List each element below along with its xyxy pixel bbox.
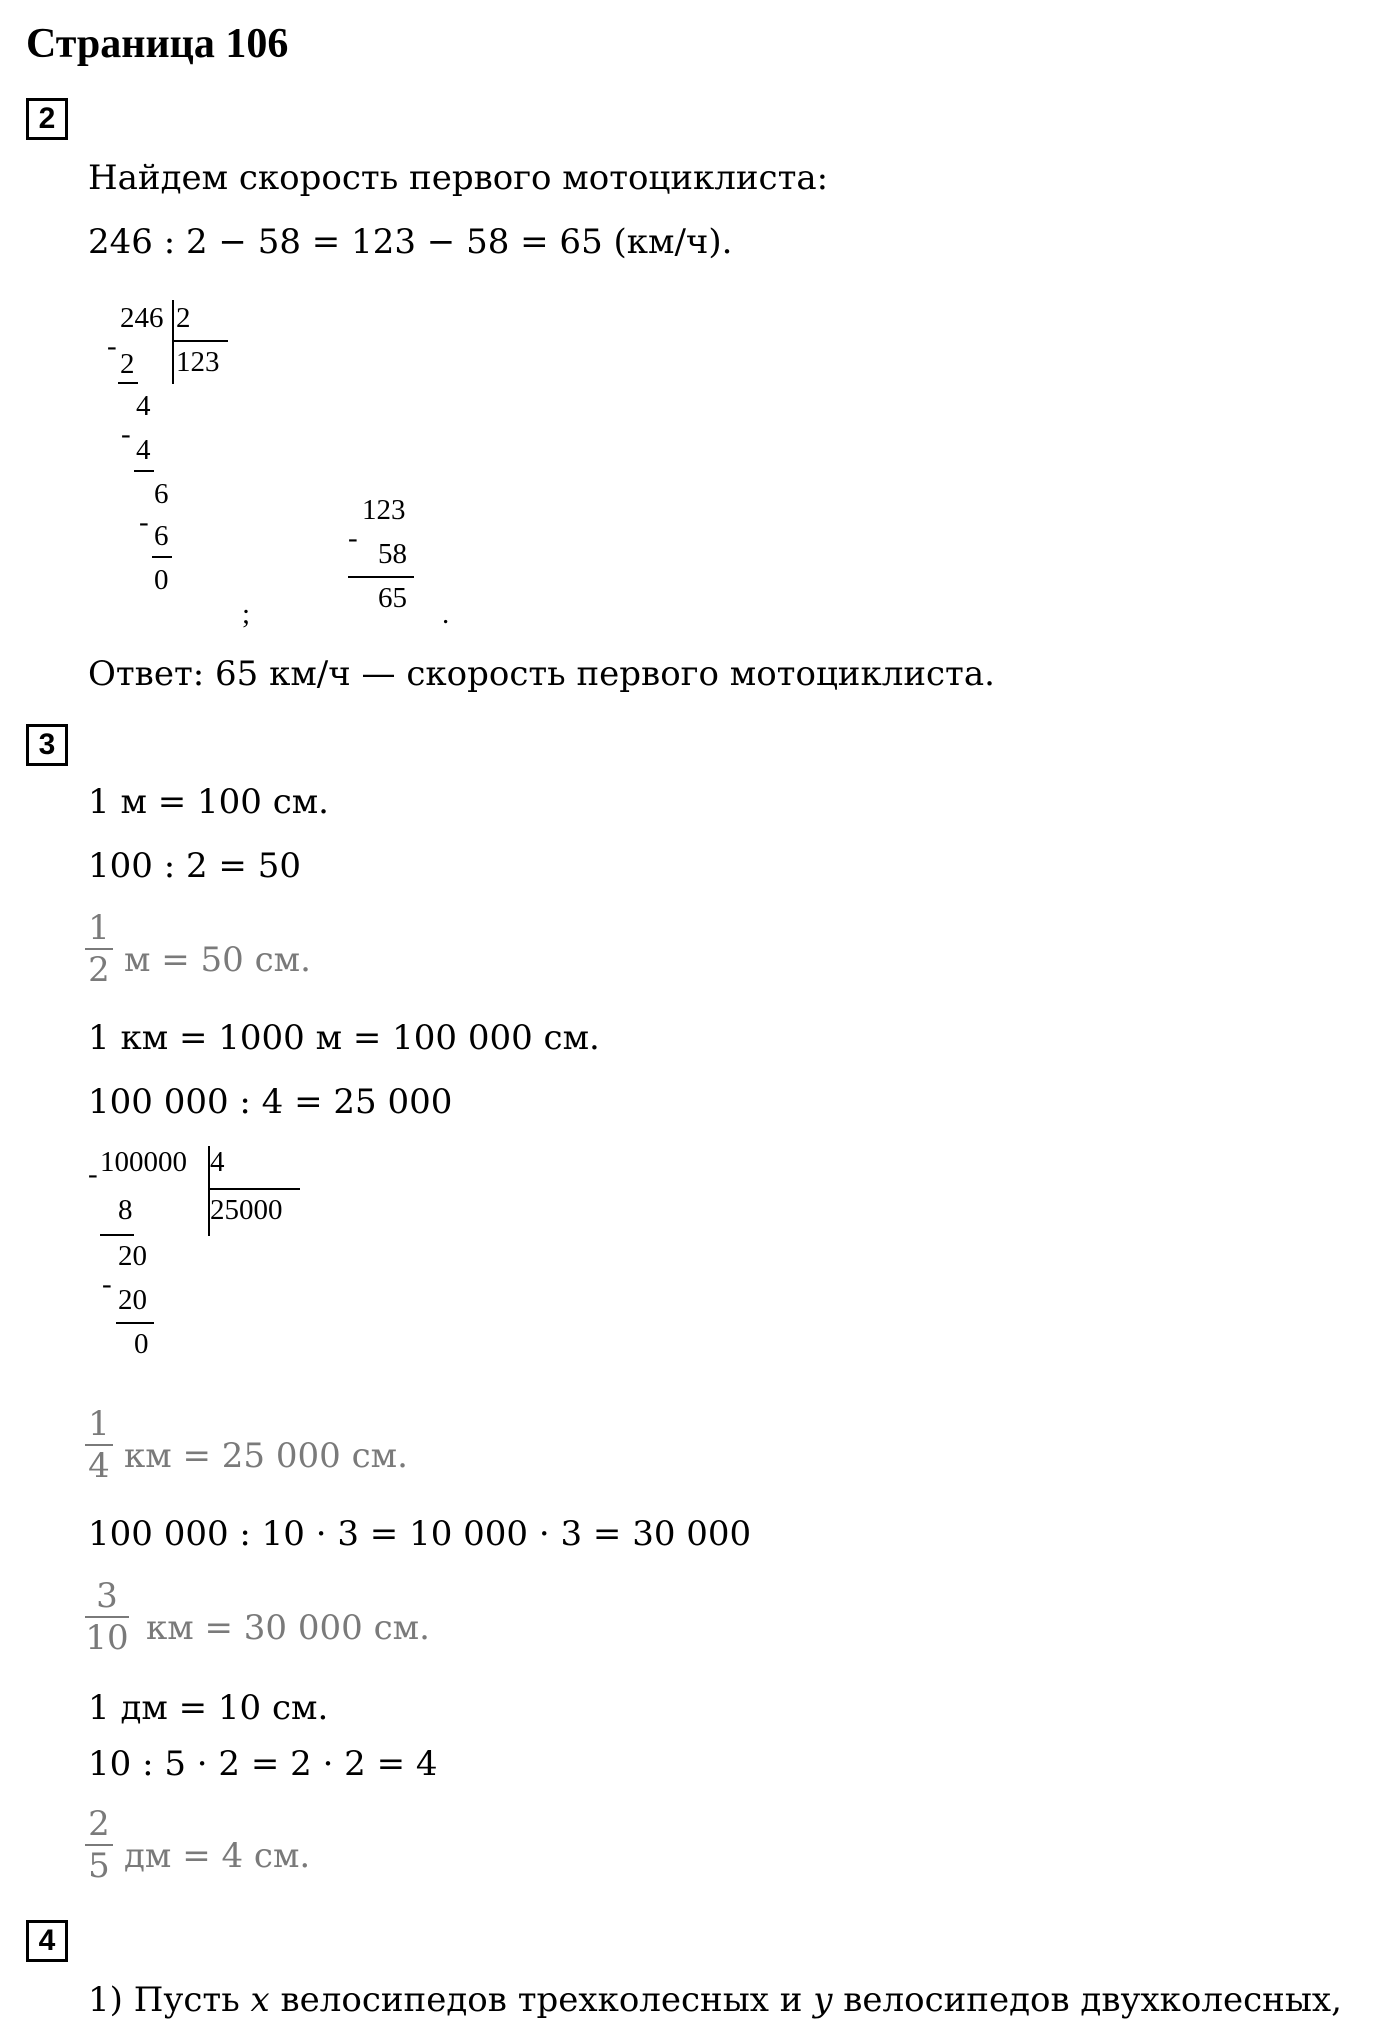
division-step: 20: [118, 1284, 147, 1316]
fraction: [84, 1576, 130, 1658]
minus-sign: -: [107, 330, 117, 362]
fraction: [84, 1404, 114, 1486]
task2-text-line: Найдем скорость первого мотоциклиста:: [88, 158, 829, 198]
difference: 65: [378, 582, 407, 614]
task-number-badge: 4: [26, 1920, 68, 1962]
fraction: [84, 908, 114, 990]
division-step-rule: [118, 382, 138, 384]
division-step: 4: [136, 390, 151, 422]
minus-sign: -: [348, 522, 358, 554]
minus-sign: -: [102, 1268, 112, 1300]
task2-equation: 246 : 2 − 58 = 123 − 58 = 65 (км/ч).: [88, 222, 733, 262]
division-step-rule: [134, 470, 154, 472]
task3-line: 100 : 2 = 50: [88, 846, 301, 886]
task3-line: 100 000 : 10 · 3 = 10 000 · 3 = 30 000: [88, 1514, 752, 1554]
division-step: 0: [134, 1328, 149, 1360]
fraction-numerator: 3: [96, 1576, 118, 1616]
division-quotient-rule: [174, 340, 228, 342]
task4-text: велосипедов трехколесных и: [269, 1980, 814, 2020]
fraction-denominator: 4: [88, 1446, 110, 1486]
fraction-denominator: 2: [88, 950, 110, 990]
fraction-denominator: 10: [85, 1618, 129, 1658]
fraction-numerator: 1: [88, 908, 110, 948]
task3-line: 100 000 : 4 = 25 000: [88, 1082, 453, 1122]
task4-text: 1) Пусть: [88, 1980, 251, 2020]
division-step: 8: [118, 1194, 133, 1226]
period: .: [442, 598, 450, 630]
minus-sign: -: [88, 1158, 98, 1190]
divisor: 2: [176, 302, 191, 334]
fraction-numerator: 1: [88, 1404, 110, 1444]
quotient: 123: [176, 346, 220, 378]
fraction-result: км = 25 000 см.: [124, 1436, 408, 1476]
page-title: Страница 106: [26, 21, 289, 67]
semicolon: ;: [242, 598, 251, 630]
divisor: 4: [210, 1146, 225, 1178]
dividend: 246: [120, 302, 164, 334]
fraction-result: м = 50 см.: [124, 940, 311, 980]
division-step: 6: [154, 520, 169, 552]
division-step: 6: [154, 478, 169, 510]
fraction-denominator: 5: [88, 1846, 110, 1886]
subtrahend: 58: [378, 538, 407, 570]
task3-line: 1 км = 1000 м = 100 000 см.: [88, 1018, 600, 1058]
minuend: 123: [362, 494, 406, 526]
division-quotient-rule: [210, 1188, 300, 1190]
fraction-result: дм = 4 см.: [124, 1836, 311, 1876]
fraction: [84, 1804, 114, 1886]
task3-line: 1 дм = 10 см.: [88, 1688, 329, 1728]
task4-text: велосипедов двухколесных,: [832, 1980, 1342, 2020]
division-step: 0: [154, 564, 169, 596]
division-step-rule: [116, 1322, 154, 1324]
task2-answer: Ответ: 65 км/ч — скорость первого мотоциклиста.: [88, 654, 995, 694]
variable-y: y: [813, 1980, 833, 2020]
division-step-rule: [152, 556, 172, 558]
variable-x: x: [250, 1980, 270, 2020]
minus-sign: -: [139, 506, 149, 538]
task3-line: 1 м = 100 см.: [88, 782, 329, 822]
division-vertical-rule: [172, 300, 174, 384]
fraction-result: км = 30 000 см.: [146, 1608, 430, 1648]
dividend: 100000: [100, 1146, 187, 1178]
division-step-rule: [100, 1234, 134, 1236]
task-number-badge: 3: [26, 724, 68, 766]
subtraction-rule: [348, 576, 414, 578]
fraction-numerator: 2: [88, 1804, 110, 1844]
division-step: 4: [136, 434, 151, 466]
task3-line: 10 : 5 · 2 = 2 · 2 = 4: [88, 1744, 438, 1784]
quotient: 25000: [210, 1194, 283, 1226]
division-step: 2: [120, 348, 135, 380]
minus-sign: -: [121, 418, 131, 450]
task4-line: [88, 1980, 1342, 2020]
task-number-badge: 2: [26, 98, 68, 140]
division-step: 20: [118, 1240, 147, 1272]
